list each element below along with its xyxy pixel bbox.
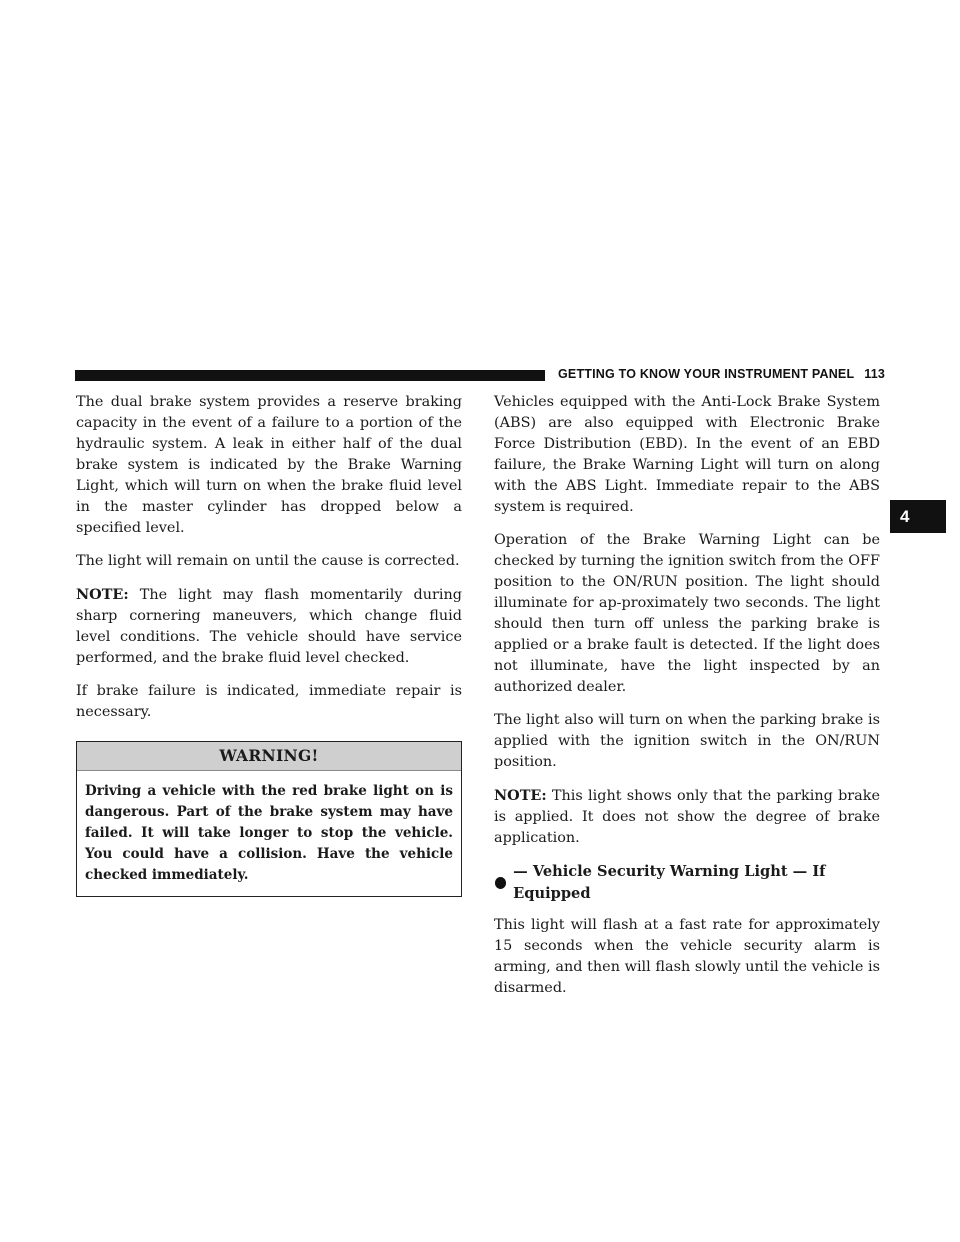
right-column	[494, 392, 880, 1011]
running-header	[558, 367, 885, 381]
header-rule	[75, 370, 545, 381]
section-heading-text: — Vehicle Security Warning Light — If Equipped	[513, 863, 826, 902]
chapter-tab: 4	[890, 500, 946, 533]
paragraph: The dual brake system provides a reserve braking capacity in the event of a failure to a portion of the hydraulic system. A leak in either half of the dual brake system is indicated by the Brake Warning Light, which will turn on when the brake fluid level in the master cylinder has dropped below a specified level.	[76, 394, 462, 536]
note-label: NOTE:	[494, 787, 547, 804]
page-number: 113	[864, 367, 886, 381]
note-label: NOTE:	[76, 586, 129, 603]
paragraph: This light will flash at a fast rate for approximately 15 seconds when the vehicle security alarm is arming, and then will flash slowly until the vehicle is disarmed.	[494, 917, 880, 996]
paragraph: Operation of the Brake Warning Light can be checked by turning the ignition switch from the OFF position to the ON/RUN position. The light should illuminate for ap-proximately two seconds. The light should then turn off unless the parking brake is applied or a brake fault is detected. If the light does not illuminate, have the light inspected by an authorized dealer.	[494, 532, 880, 695]
section-heading	[494, 861, 880, 905]
paragraph: Vehicles equipped with the Anti-Lock Brake System (ABS) are also equipped with Electronic Brake Force Distribution (EBD). In the event of an EBD failure, the Brake Warning Light will turn on along with the ABS Light. Immediate repair to the ABS system is required.	[494, 394, 880, 515]
note-paragraph	[494, 785, 880, 849]
warning-box	[76, 741, 462, 897]
paragraph: The light will remain on until the cause is corrected.	[76, 553, 460, 569]
paragraph: The light also will turn on when the parking brake is applied with the ignition switch in the ON/RUN position.	[494, 712, 880, 770]
paragraph: If brake failure is indicated, immediate repair is necessary.	[76, 683, 462, 720]
note-text: The light may flash momentarily during sharp cornering maneuvers, which change fluid level conditions. The vehicle should have service performed, and the brake fluid level checked.	[76, 587, 462, 666]
note-text: This light shows only that the parking brake is applied. It does not show the degree of brake application.	[494, 788, 880, 846]
warning-text: Driving a vehicle with the red brake light on is dangerous. Part of the brake system may have failed. It will take longer to stop the vehicle. You could have a collision. Have the vehicle checked immediately.	[85, 783, 453, 883]
warning-title: WARNING!	[77, 742, 461, 771]
header-title: GETTING TO KNOW YOUR INSTRUMENT PANEL	[558, 367, 855, 381]
left-column	[76, 392, 462, 897]
note-paragraph	[76, 584, 462, 669]
security-light-icon	[495, 877, 506, 889]
